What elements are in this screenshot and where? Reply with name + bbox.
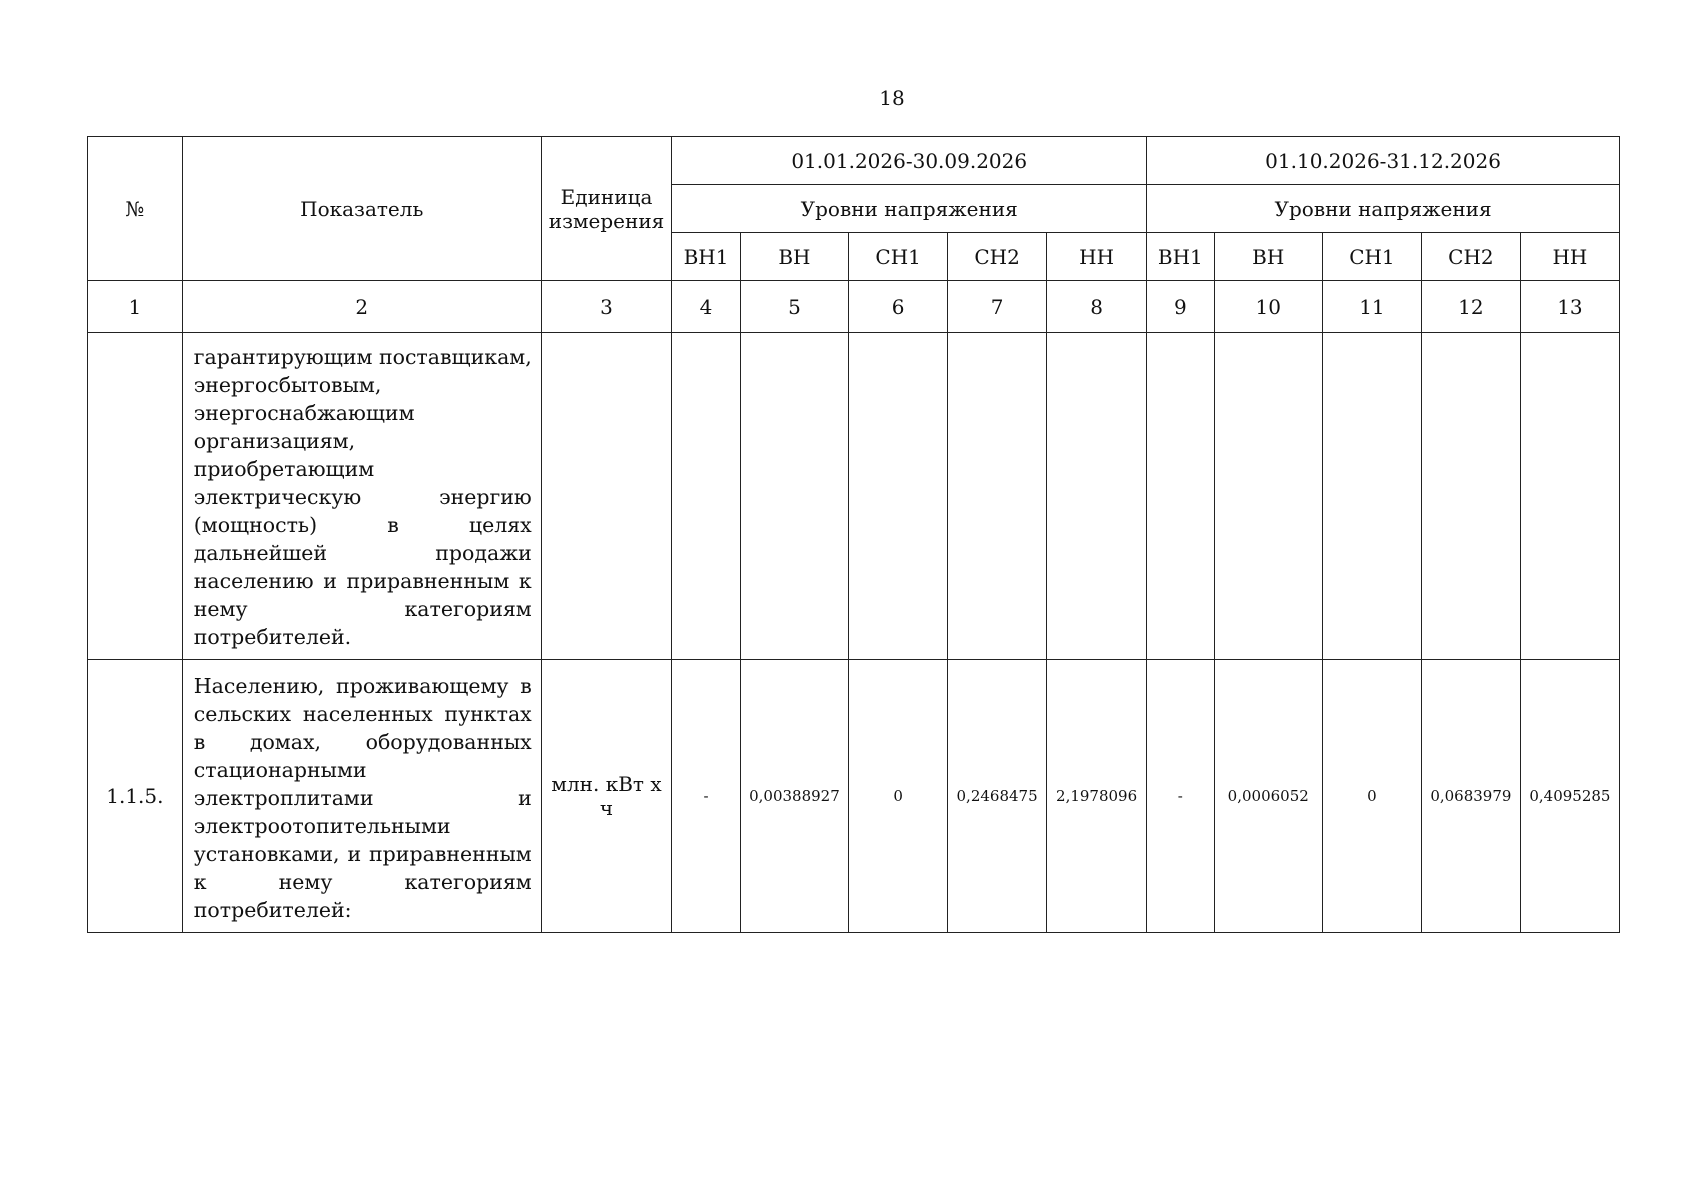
row-value: [948, 333, 1047, 660]
row-value: [740, 333, 848, 660]
column-number: 4: [672, 281, 740, 333]
header-period-2-sub: Уровни напряжения: [1147, 185, 1620, 233]
row-indicator: гарантирующим поставщикам, энергосбытовым, энергоснабжающим организациям, приобретающим электрическую энергию (мощность) в целях дальнейшей продажи населению и приравненным к нему категориям потребителей.: [182, 333, 541, 660]
row-value: 0,2468475: [948, 660, 1047, 933]
row-value: [1147, 333, 1214, 660]
row-value: [849, 333, 948, 660]
level-header: ВН: [740, 233, 848, 281]
header-row-periods: [88, 137, 1620, 185]
row-indicator: Населению, проживающему в сельских населенных пунктах в домах, оборудованных стационарными электроплитами и электроотопительными установками, и приравненным к нему категориям потребителей:: [182, 660, 541, 933]
column-number: 2: [182, 281, 541, 333]
page-number: 18: [879, 86, 905, 110]
tariff-table: [87, 136, 1620, 933]
column-number: 13: [1520, 281, 1619, 333]
header-period-1: 01.01.2026-30.09.2026: [672, 137, 1147, 185]
table-row: [88, 333, 1620, 660]
row-value: -: [672, 660, 740, 933]
header-period-1-sub: Уровни напряжения: [672, 185, 1147, 233]
level-header: СН1: [849, 233, 948, 281]
row-value: 0: [849, 660, 948, 933]
column-number: 9: [1147, 281, 1214, 333]
row-value: [1421, 333, 1520, 660]
row-value: [1047, 333, 1147, 660]
level-header: ВН1: [1147, 233, 1214, 281]
row-value: 0,00388927: [740, 660, 848, 933]
table-row: [88, 660, 1620, 933]
header-indicator: Показатель: [182, 137, 541, 281]
column-number: 11: [1322, 281, 1421, 333]
level-header: ВН: [1214, 233, 1322, 281]
header-period-2: 01.10.2026-31.12.2026: [1147, 137, 1620, 185]
row-value: 2,1978096: [1047, 660, 1147, 933]
row-value: [1214, 333, 1322, 660]
row-value: -: [1147, 660, 1214, 933]
row-value: 0: [1322, 660, 1421, 933]
row-number: 1.1.5.: [88, 660, 183, 933]
column-number: 5: [740, 281, 848, 333]
level-header: СН2: [948, 233, 1047, 281]
row-unit: [541, 333, 672, 660]
column-number: 3: [541, 281, 672, 333]
row-value: [1520, 333, 1619, 660]
column-number-row: [88, 281, 1620, 333]
row-unit: млн. кВт х ч: [541, 660, 672, 933]
column-number: 12: [1421, 281, 1520, 333]
level-header: НН: [1520, 233, 1619, 281]
row-value: 0,0006052: [1214, 660, 1322, 933]
column-number: 10: [1214, 281, 1322, 333]
column-number: 6: [849, 281, 948, 333]
row-value: [1322, 333, 1421, 660]
level-header: ВН1: [672, 233, 740, 281]
row-value: 0,0683979: [1421, 660, 1520, 933]
level-header: СН2: [1421, 233, 1520, 281]
column-number: 1: [88, 281, 183, 333]
row-value: [672, 333, 740, 660]
level-header: СН1: [1322, 233, 1421, 281]
header-unit: Единица измерения: [541, 137, 672, 281]
row-number: [88, 333, 183, 660]
level-header: НН: [1047, 233, 1147, 281]
column-number: 8: [1047, 281, 1147, 333]
header-number: №: [88, 137, 183, 281]
row-value: 0,4095285: [1520, 660, 1619, 933]
column-number: 7: [948, 281, 1047, 333]
